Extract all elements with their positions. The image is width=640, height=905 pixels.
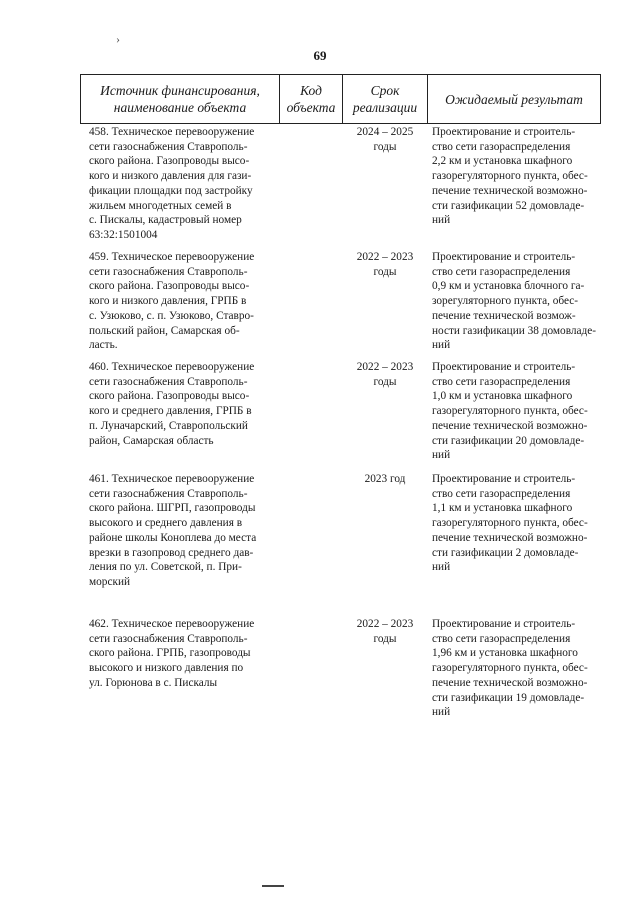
header-period-column [343,75,428,124]
row-period: 2022 – 2023 годы [356,361,414,388]
row-description: 458. Техническое перевооружение сети газоснабжения Ставрополь- ского района. Газопроводы высо- кого и низкого давления для гази- фикации площадки под застройку жильем многодетных семей в с. Пискалы, кадастровый номер 63:32:1501004 [89,126,255,241]
row-description: 459. Техническое перевооружение сети газоснабжения Ставрополь- ского района. Газопроводы высо- кого и низкого давления, ГРПБ в с. Узюково, с. п. Узюково, Ставро- польский район, Самарская об- ласть. [89,251,255,352]
row-description: 462. Техническое перевооружение сети газоснабжения Ставрополь- ского района. ГРПБ, газопроводы высокого и низкого давления по ул. Горюнова в с. Пискалы [89,618,255,689]
header-code-column [280,75,343,124]
row-result: Проектирование и строитель- ство сети газораспределения 1,96 км и установка шкафного газорегуляторного пункта, обес- печение технической возможно- сти газификации 19 домовладе- ний [432,618,588,719]
row-result: Проектирование и строитель- ство сети газораспределения 1,1 км и установка шкафного газорегуляторного пункта, обес- печение технической возможно- сти газификации 2 домовладе- ний [432,473,588,574]
row-description: 460. Техническое перевооружение сети газоснабжения Ставрополь- ского района. Газопроводы высо- кого и среднего давления, ГРПБ в п. Луначарский, Ставропольский район, Самарская область [89,361,255,447]
row-period: 2022 – 2023 годы [356,618,414,645]
header-result-column [428,75,601,124]
scan-mark-top: › [116,32,120,46]
header-code-label: Код объекта [286,83,336,115]
header-source-column [81,75,280,124]
header-source-label: Источник финансирования, наименование объекта [100,83,260,115]
header-period-label: Срок реализации [352,83,418,115]
row-period: 2024 – 2025 годы [356,126,414,153]
row-result: Проектирование и строитель- ство сети газораспределения 1,0 км и установка шкафного газорегуляторного пункта, обес- печение технической возможно- сти газификации 20 домовладе- ний [432,361,588,462]
row-period: 2023 год [364,473,406,485]
row-description: 461. Техническое перевооружение сети газоснабжения Ставрополь- ского района. ШГРП, газопроводы высокого и среднего давления в районе школы Коноплева до места врезки в газопровод среднего дав- ления по ул. Советской, п. При- морский [89,473,257,588]
page-number: 69 [313,48,327,63]
row-period: 2022 – 2023 годы [356,251,414,278]
header-result-label: Ожидаемый результат [445,91,583,107]
table-header [80,74,601,124]
scan-smudge-bottom [262,885,284,887]
row-result: Проектирование и строитель- ство сети газораспределения 2,2 км и установка шкафного газорегуляторного пункта, обес- печение технической возможно- сти газификации 52 домовладе- ний [432,126,588,227]
row-result: Проектирование и строитель- ство сети газораспределения 0,9 км и установка блочного га- зорегуляторного пункта, обес- печение технической возмож- ности газификации 38 домовладе- ний [432,251,597,352]
